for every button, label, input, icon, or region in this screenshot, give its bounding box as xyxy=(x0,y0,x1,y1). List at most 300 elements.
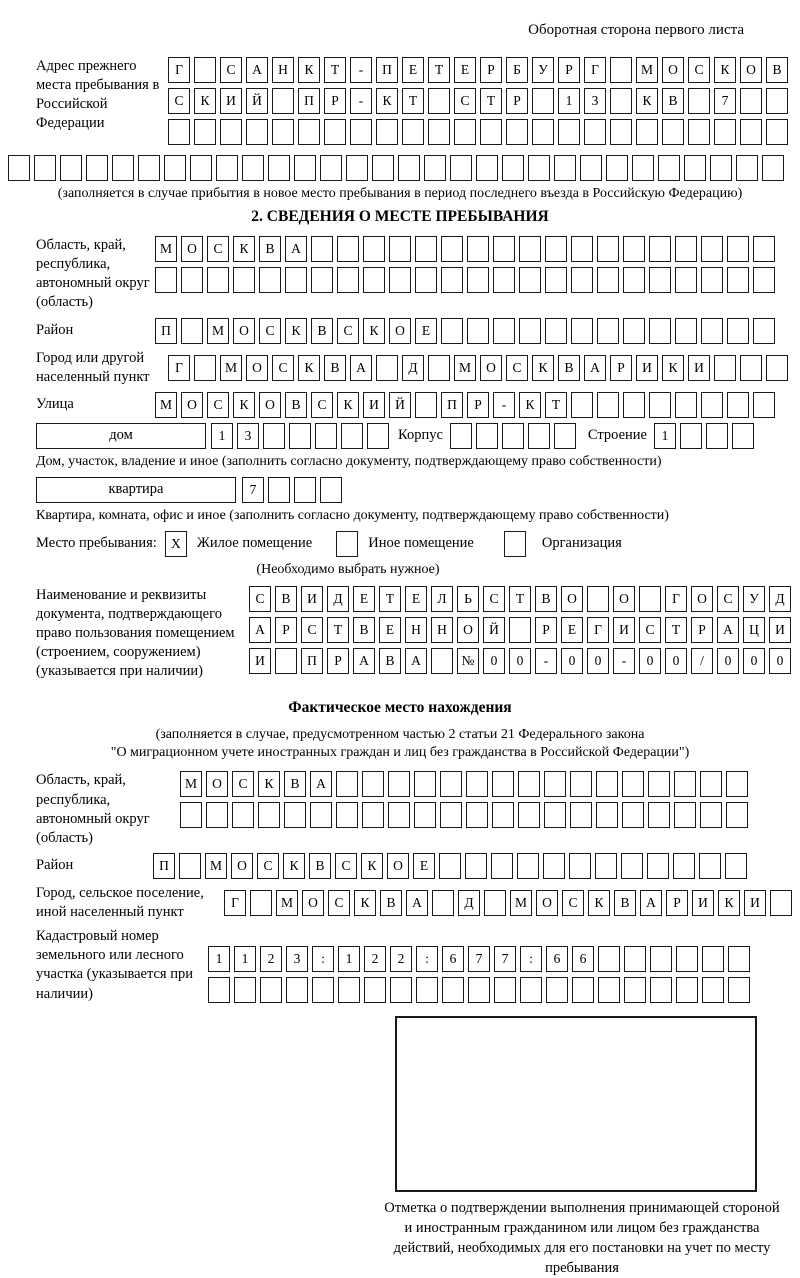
form-cell xyxy=(545,318,567,344)
form-cell xyxy=(727,236,749,262)
form-cell xyxy=(467,318,489,344)
form-cell: С xyxy=(249,586,271,612)
form-cell xyxy=(414,771,436,797)
form-cell: - xyxy=(350,88,372,114)
form-cell xyxy=(597,267,619,293)
form-cell: С xyxy=(335,853,357,879)
form-cell xyxy=(468,977,490,1003)
form-cell xyxy=(658,155,680,181)
form-cell xyxy=(700,771,722,797)
district-label: Район xyxy=(36,321,74,338)
city-block xyxy=(8,349,792,387)
form-cell xyxy=(700,802,722,828)
form-cell xyxy=(286,977,308,1003)
form-cell xyxy=(623,267,645,293)
form-cell xyxy=(675,392,697,418)
form-cell xyxy=(623,236,645,262)
form-cell: И xyxy=(688,355,710,381)
form-cell xyxy=(363,236,385,262)
form-cell: - xyxy=(613,648,635,674)
form-cell: С xyxy=(483,586,505,612)
form-cell: 0 xyxy=(743,648,765,674)
form-cell: 6 xyxy=(442,946,464,972)
form-cell: О xyxy=(662,57,684,83)
form-cell: Е xyxy=(379,617,401,643)
form-cell xyxy=(181,267,203,293)
form-cell xyxy=(206,802,228,828)
form-cell xyxy=(532,119,554,145)
form-cell xyxy=(442,977,464,1003)
form-cell: Р xyxy=(535,617,557,643)
form-cell xyxy=(632,155,654,181)
form-cell xyxy=(491,853,513,879)
form-cell: Н xyxy=(431,617,453,643)
fact-district-row xyxy=(153,853,747,879)
form-cell xyxy=(727,267,749,293)
form-cell: Е xyxy=(353,586,375,612)
form-cell xyxy=(263,423,285,449)
form-cell xyxy=(465,853,487,879)
form-cell xyxy=(289,423,311,449)
form-cell xyxy=(736,155,758,181)
form-cell: К xyxy=(519,392,541,418)
form-cell: К xyxy=(718,890,740,916)
form-cell xyxy=(675,236,697,262)
form-cell: П xyxy=(441,392,463,418)
form-cell: : xyxy=(416,946,438,972)
stay-type-block xyxy=(8,531,792,557)
form-cell: У xyxy=(532,57,554,83)
form-cell xyxy=(528,423,550,449)
form-cell: Н xyxy=(272,57,294,83)
form-cell: В xyxy=(614,890,636,916)
form-cell: В xyxy=(535,586,557,612)
form-cell: Д xyxy=(327,586,349,612)
form-cell: Е xyxy=(561,617,583,643)
form-cell xyxy=(649,236,671,262)
form-cell xyxy=(701,392,723,418)
form-cell: М xyxy=(454,355,476,381)
form-cell xyxy=(341,423,363,449)
form-cell xyxy=(362,802,384,828)
form-cell: М xyxy=(276,890,298,916)
district-block xyxy=(8,318,792,344)
form-cell: О xyxy=(691,586,713,612)
form-cell: К xyxy=(258,771,280,797)
form-cell xyxy=(674,771,696,797)
form-cell xyxy=(389,236,411,262)
form-cell xyxy=(543,853,565,879)
form-cell: О xyxy=(246,355,268,381)
form-cell: С xyxy=(454,88,476,114)
form-cell: П xyxy=(376,57,398,83)
city-row xyxy=(168,355,788,381)
actual-location-note-1: (заполняется в случае, предусмотренном частью 2 статьи 21 Федерального закона xyxy=(155,727,645,743)
form-cell xyxy=(155,267,177,293)
form-cell: Р xyxy=(610,355,632,381)
form-cell: У xyxy=(743,586,765,612)
form-cell: А xyxy=(353,648,375,674)
form-cell: 7 xyxy=(242,477,264,503)
form-cell xyxy=(699,853,721,879)
form-cell: В xyxy=(275,586,297,612)
form-cell xyxy=(138,155,160,181)
form-cell: С xyxy=(328,890,350,916)
form-cell: М xyxy=(155,392,177,418)
stay-type-checkbox-organization xyxy=(504,531,526,557)
form-cell: П xyxy=(298,88,320,114)
form-cell xyxy=(674,802,696,828)
form-cell: А xyxy=(717,617,739,643)
form-cell: К xyxy=(662,355,684,381)
form-cell: К xyxy=(283,853,305,879)
form-cell: 1 xyxy=(234,946,256,972)
form-cell xyxy=(740,88,762,114)
form-cell xyxy=(260,977,282,1003)
form-cell xyxy=(684,155,706,181)
form-cell: И xyxy=(249,648,271,674)
form-cell xyxy=(766,88,788,114)
form-cell xyxy=(364,977,386,1003)
house-number-cells xyxy=(211,423,389,449)
apartment-box: квартира xyxy=(36,477,236,503)
form-cell: М xyxy=(510,890,532,916)
form-cell xyxy=(753,318,775,344)
form-cell xyxy=(8,155,30,181)
form-cell xyxy=(181,318,203,344)
form-cell: Т xyxy=(379,586,401,612)
form-cell: Д xyxy=(769,586,791,612)
form-cell xyxy=(727,318,749,344)
form-cell: Г xyxy=(665,586,687,612)
ownership-document-row-1 xyxy=(249,586,791,612)
form-cell: В xyxy=(380,890,402,916)
form-cell: 0 xyxy=(561,648,583,674)
form-cell xyxy=(242,155,264,181)
form-cell: А xyxy=(406,890,428,916)
form-cell xyxy=(484,890,506,916)
form-cell xyxy=(545,236,567,262)
form-cell: : xyxy=(312,946,334,972)
form-cell xyxy=(595,853,617,879)
form-cell: 0 xyxy=(509,648,531,674)
form-cell xyxy=(532,88,554,114)
form-cell xyxy=(268,155,290,181)
previous-address-row-1 xyxy=(168,57,788,83)
form-cell: М xyxy=(205,853,227,879)
form-cell xyxy=(466,802,488,828)
stay-type-option-other: Иное помещение xyxy=(368,535,474,552)
form-cell: А xyxy=(405,648,427,674)
form-cell xyxy=(766,355,788,381)
form-cell: К xyxy=(298,355,320,381)
form-cell: В xyxy=(259,236,281,262)
form-cell xyxy=(467,236,489,262)
form-cell xyxy=(441,318,463,344)
form-cell xyxy=(688,119,710,145)
page-side-note: Оборотная сторона первого листа xyxy=(528,22,744,38)
form-cell xyxy=(494,977,516,1003)
form-cell: С xyxy=(207,236,229,262)
stroenie-cells xyxy=(654,423,754,449)
form-cell: К xyxy=(361,853,383,879)
form-cell: А xyxy=(584,355,606,381)
form-cell: Д xyxy=(402,355,424,381)
form-cell: 1 xyxy=(211,423,233,449)
form-cell xyxy=(636,119,658,145)
form-cell xyxy=(388,802,410,828)
stay-type-label: Место пребывания: xyxy=(36,535,157,552)
form-cell xyxy=(220,119,242,145)
form-cell xyxy=(424,155,446,181)
form-cell: 0 xyxy=(665,648,687,674)
form-cell: И xyxy=(769,617,791,643)
form-cell: 0 xyxy=(639,648,661,674)
form-cell: С xyxy=(562,890,584,916)
form-cell xyxy=(676,946,698,972)
stay-type-checkbox-other xyxy=(336,531,358,557)
form-cell: 3 xyxy=(286,946,308,972)
form-cell: С xyxy=(688,57,710,83)
fact-region-block xyxy=(8,771,792,848)
stroenie-label: Строение xyxy=(587,427,647,444)
form-cell xyxy=(208,977,230,1003)
form-cell xyxy=(338,977,360,1003)
form-cell: С xyxy=(639,617,661,643)
actual-location-note-2: "О миграционном учете иностранных граждан и лиц без гражданства в Российской Федерации") xyxy=(110,745,690,761)
form-cell xyxy=(398,155,420,181)
form-cell: К xyxy=(298,57,320,83)
form-cell xyxy=(311,267,333,293)
form-cell: К xyxy=(233,392,255,418)
form-cell: С xyxy=(259,318,281,344)
form-cell xyxy=(285,267,307,293)
form-cell xyxy=(570,802,592,828)
form-cell xyxy=(725,853,747,879)
form-cell: 1 xyxy=(208,946,230,972)
house-box: дом xyxy=(36,423,206,449)
form-cell: 7 xyxy=(714,88,736,114)
form-cell xyxy=(112,155,134,181)
region-row-1 xyxy=(155,236,775,262)
form-cell xyxy=(324,119,346,145)
form-cell: В xyxy=(558,355,580,381)
form-cell xyxy=(714,119,736,145)
form-cell xyxy=(415,392,437,418)
form-cell xyxy=(86,155,108,181)
form-cell: К xyxy=(376,88,398,114)
form-cell: Т xyxy=(327,617,349,643)
form-cell xyxy=(597,392,619,418)
form-cell: Р xyxy=(506,88,528,114)
form-cell xyxy=(450,423,472,449)
form-cell xyxy=(518,771,540,797)
form-cell xyxy=(258,802,280,828)
form-cell xyxy=(232,802,254,828)
form-cell: 7 xyxy=(468,946,490,972)
apartment-cells xyxy=(242,477,342,503)
stay-type-checkbox-residential: X xyxy=(165,531,187,557)
form-cell xyxy=(414,802,436,828)
form-cell: И xyxy=(613,617,635,643)
region-row-2 xyxy=(155,267,775,293)
form-cell xyxy=(320,155,342,181)
form-cell xyxy=(194,355,216,381)
form-cell xyxy=(702,977,724,1003)
form-cell: К xyxy=(233,236,255,262)
ownership-document-row-3 xyxy=(249,648,791,674)
form-cell: О xyxy=(231,853,253,879)
form-cell: Л xyxy=(431,586,453,612)
apartment-block xyxy=(36,477,792,503)
form-cell xyxy=(676,977,698,1003)
form-cell xyxy=(770,890,792,916)
form-cell: Е xyxy=(402,57,424,83)
street-label: Улица xyxy=(36,396,74,413)
form-cell xyxy=(362,771,384,797)
form-cell: М xyxy=(207,318,229,344)
form-cell xyxy=(493,236,515,262)
form-cell xyxy=(376,119,398,145)
form-cell xyxy=(34,155,56,181)
form-cell xyxy=(622,771,644,797)
form-cell xyxy=(441,236,463,262)
form-cell xyxy=(367,423,389,449)
form-cell xyxy=(610,57,632,83)
form-cell xyxy=(294,155,316,181)
form-cell xyxy=(502,423,524,449)
form-cell: В xyxy=(285,392,307,418)
fact-region-row-1 xyxy=(180,771,748,797)
form-cell: С xyxy=(257,853,279,879)
form-cell xyxy=(621,853,643,879)
form-cell: В xyxy=(379,648,401,674)
form-cell xyxy=(728,977,750,1003)
form-cell: О xyxy=(457,617,479,643)
form-cell: С xyxy=(220,57,242,83)
form-cell xyxy=(766,119,788,145)
form-cell: О xyxy=(302,890,324,916)
form-cell xyxy=(164,155,186,181)
form-cell: И xyxy=(220,88,242,114)
form-cell xyxy=(337,236,359,262)
form-cell: / xyxy=(691,648,713,674)
form-cell xyxy=(740,355,762,381)
form-cell xyxy=(728,946,750,972)
form-cell: Т xyxy=(428,57,450,83)
form-cell xyxy=(168,119,190,145)
form-cell xyxy=(440,802,462,828)
form-cell: Р xyxy=(480,57,502,83)
korpus-label: Корпус xyxy=(398,427,443,444)
form-cell: Б xyxy=(506,57,528,83)
form-cell: Т xyxy=(480,88,502,114)
fact-district-label: Район xyxy=(36,857,74,874)
city-label: Город или другой населенный пункт xyxy=(36,349,150,385)
form-cell xyxy=(596,771,618,797)
form-cell: О xyxy=(536,890,558,916)
form-cell xyxy=(701,267,723,293)
form-cell: А xyxy=(310,771,332,797)
ownership-document-row-2 xyxy=(249,617,791,643)
form-cell xyxy=(673,853,695,879)
form-cell xyxy=(272,119,294,145)
form-cell xyxy=(179,853,201,879)
form-cell xyxy=(428,119,450,145)
form-cell: П xyxy=(155,318,177,344)
form-cell: 6 xyxy=(572,946,594,972)
form-cell: Р xyxy=(324,88,346,114)
form-cell: Й xyxy=(483,617,505,643)
form-cell xyxy=(415,236,437,262)
form-cell xyxy=(336,802,358,828)
form-cell xyxy=(517,853,539,879)
form-cell: А xyxy=(285,236,307,262)
form-cell xyxy=(580,155,602,181)
form-cell: - xyxy=(535,648,557,674)
region-block xyxy=(8,236,792,313)
form-cell: Г xyxy=(168,57,190,83)
section2-title: 2. СВЕДЕНИЯ О МЕСТЕ ПРЕБЫВАНИЯ xyxy=(251,208,549,225)
form-cell: 7 xyxy=(494,946,516,972)
form-cell: Ь xyxy=(457,586,479,612)
form-cell: - xyxy=(350,57,372,83)
form-cell xyxy=(740,119,762,145)
fact-region-row-2 xyxy=(180,802,748,828)
form-cell xyxy=(275,648,297,674)
form-cell xyxy=(363,267,385,293)
form-cell: 0 xyxy=(769,648,791,674)
form-cell xyxy=(519,267,541,293)
form-cell xyxy=(544,771,566,797)
form-cell xyxy=(584,119,606,145)
form-cell xyxy=(416,977,438,1003)
form-cell: С xyxy=(168,88,190,114)
previous-address-label: Адрес прежнего места пребывания в Российской Федерации xyxy=(36,58,160,132)
form-cell xyxy=(624,946,646,972)
form-cell xyxy=(376,355,398,381)
form-cell: К xyxy=(363,318,385,344)
form-cell: № xyxy=(457,648,479,674)
form-cell xyxy=(649,392,671,418)
form-cell xyxy=(390,977,412,1003)
cadastre-label: Кадастровый номер земельного или лесного участка (указывается при наличии) xyxy=(36,928,193,1002)
form-cell: С xyxy=(232,771,254,797)
form-cell xyxy=(762,155,784,181)
form-cell xyxy=(402,119,424,145)
form-cell: 0 xyxy=(587,648,609,674)
form-cell: Е xyxy=(454,57,476,83)
form-cell xyxy=(509,617,531,643)
form-cell xyxy=(753,267,775,293)
form-cell xyxy=(680,423,702,449)
form-cell xyxy=(662,119,684,145)
form-cell xyxy=(571,392,593,418)
form-cell: О xyxy=(206,771,228,797)
form-cell: Й xyxy=(246,88,268,114)
form-cell: 0 xyxy=(483,648,505,674)
form-cell xyxy=(492,771,514,797)
form-cell xyxy=(502,155,524,181)
form-cell xyxy=(598,977,620,1003)
form-cell xyxy=(440,771,462,797)
form-cell xyxy=(572,977,594,1003)
form-cell xyxy=(714,355,736,381)
form-cell xyxy=(571,236,593,262)
form-cell: К xyxy=(588,890,610,916)
form-cell xyxy=(194,119,216,145)
form-cell: В xyxy=(353,617,375,643)
